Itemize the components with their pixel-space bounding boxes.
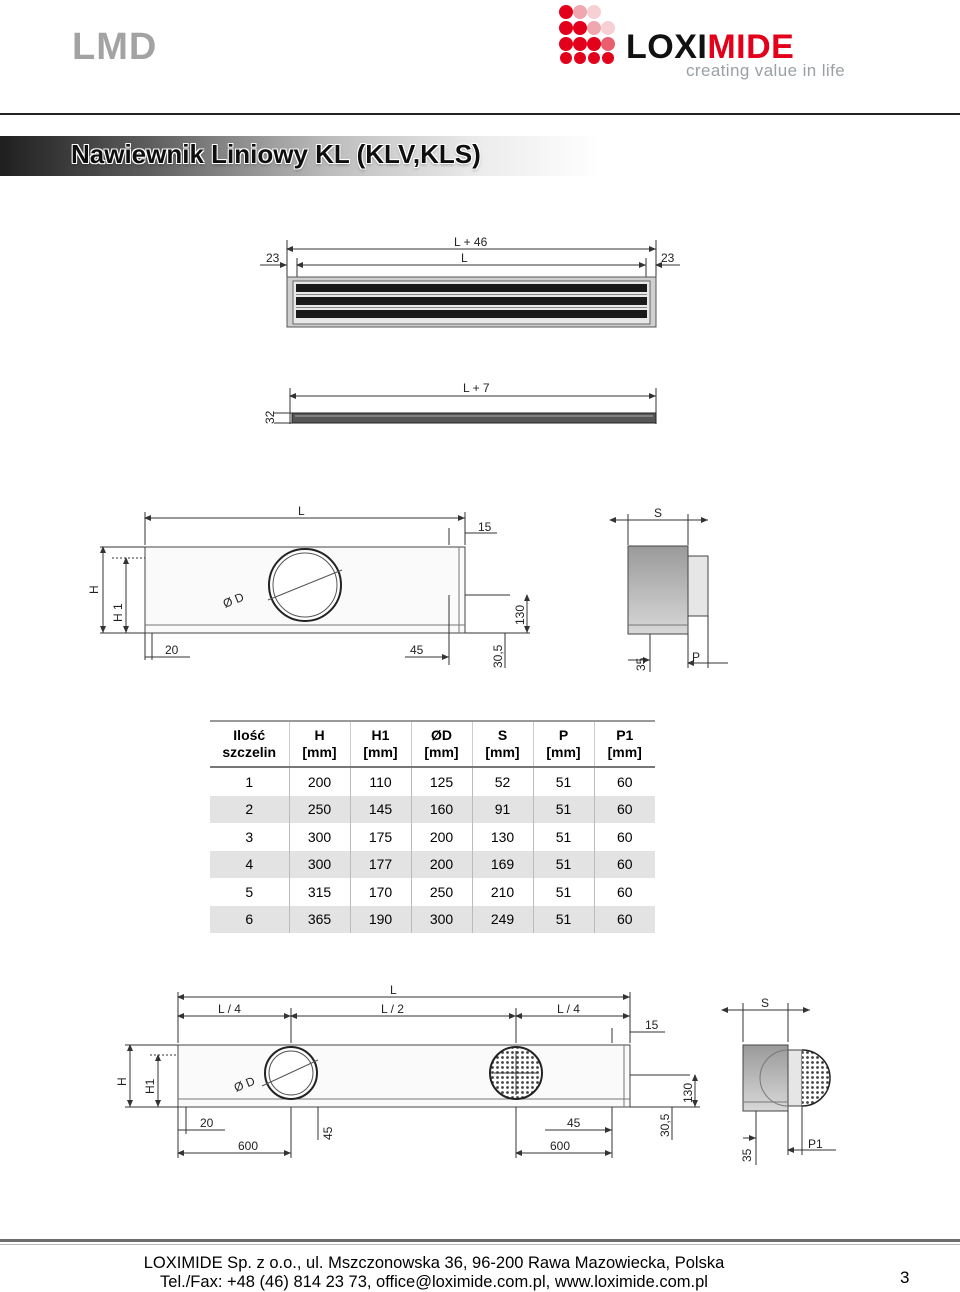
table-cell: 200 (411, 851, 472, 879)
dim-600-right: 600 (550, 1139, 571, 1153)
table-cell: 51 (533, 767, 594, 796)
dim-600-left: 600 (238, 1139, 259, 1153)
table-cell: 91 (472, 796, 533, 824)
table-cell: 51 (533, 906, 594, 934)
logo-part-mide: MIDE (707, 28, 795, 66)
dim-l4-left: L / 4 (218, 1002, 241, 1016)
col-header-p1: P1 [mm] (594, 721, 655, 767)
table-cell: 60 (594, 767, 655, 796)
dim-l4-right: L / 4 (557, 1002, 580, 1016)
dim-s-single: S (654, 506, 663, 520)
table-cell: 52 (472, 767, 533, 796)
dim-l-plus-46: L + 46 (454, 235, 488, 249)
dim-od-double: Ø D (231, 1073, 257, 1095)
dim-130-double: 130 (681, 1082, 695, 1103)
table-cell: 2 (210, 796, 289, 824)
table-cell: 60 (594, 796, 655, 824)
table-cell: 1 (210, 767, 289, 796)
table-cell: 200 (289, 767, 350, 796)
table-cell: 300 (411, 906, 472, 934)
front-view-drawing (260, 240, 680, 327)
table-cell: 60 (594, 823, 655, 851)
page-number: 3 (900, 1268, 910, 1287)
dim-p1-double: P1 (808, 1137, 823, 1151)
table-cell: 3 (210, 823, 289, 851)
dim-45-single: 45 (410, 643, 424, 657)
table-cell: 175 (350, 823, 411, 851)
dim-h1-double: H1 (143, 1078, 157, 1094)
dim-l-plus-7: L + 7 (463, 381, 490, 395)
dim-15-double: 15 (645, 1018, 659, 1032)
table-cell: 300 (289, 851, 350, 879)
table-cell: 5 (210, 878, 289, 906)
double-plenum-drawing (125, 992, 836, 1165)
lmd-brand: LMD (72, 26, 158, 68)
table-cell: 250 (289, 796, 350, 824)
table-cell: 51 (533, 851, 594, 879)
dimensions-table (210, 720, 655, 933)
table-cell: 60 (594, 851, 655, 879)
dim-s-double: S (761, 996, 770, 1010)
dim-30-5-single: 30,5 (491, 644, 505, 668)
tagline: creating value in life (686, 61, 846, 80)
dim-h1-single: H 1 (111, 603, 125, 622)
table-cell: 51 (533, 796, 594, 824)
footer-line-company: LOXIMIDE Sp. z o.o., ul. Mszczonowska 36, 96-200 Rawa Mazowiecka, Polska (143, 1254, 725, 1272)
table-cell: 249 (472, 906, 533, 934)
col-header-s: S [mm] (472, 721, 533, 767)
dim-p-single: P (692, 650, 701, 664)
table-cell: 125 (411, 767, 472, 796)
table-row (210, 878, 655, 906)
table-cell: 315 (289, 878, 350, 906)
table-cell: 169 (472, 851, 533, 879)
col-header-count: Ilość szczelin (222, 727, 277, 760)
table-cell: 6 (210, 906, 289, 934)
table-cell: 110 (350, 767, 411, 796)
dim-20-single: 20 (165, 643, 179, 657)
table-cell: 170 (350, 878, 411, 906)
dim-l2: L / 2 (381, 1002, 404, 1016)
table-cell: 250 (411, 878, 472, 906)
col-header-od: ØD [mm] (411, 721, 472, 767)
table-row (210, 796, 655, 824)
dim-h-single: H (87, 585, 101, 594)
col-header-p: P [mm] (533, 721, 594, 767)
dim-l-top: L (461, 251, 468, 265)
dim-45-left: 45 (321, 1126, 335, 1140)
footer-divider (0, 1239, 960, 1242)
dim-35-single: 35 (634, 657, 648, 671)
table-cell: 4 (210, 851, 289, 879)
table-row (210, 906, 655, 934)
table-row (210, 823, 655, 851)
table-cell: 190 (350, 906, 411, 934)
table-cell: 200 (411, 823, 472, 851)
table-cell: 300 (289, 823, 350, 851)
table-header-row (210, 721, 655, 767)
table-cell: 60 (594, 906, 655, 934)
dim-15-single: 15 (478, 520, 492, 534)
dim-23-right: 23 (661, 251, 675, 265)
table-cell: 60 (594, 878, 655, 906)
footer-address (0, 1254, 868, 1292)
dim-30-5-double: 30,5 (658, 1113, 672, 1137)
col-header-h1: H1 [mm] (350, 721, 411, 767)
dim-l-double: L (390, 983, 397, 997)
dim-h-double: H (115, 1077, 129, 1086)
footer-line-contact: Tel./Fax: +48 (46) 814 23 73, office@loximide.com.pl, www.loximide.com.pl (160, 1273, 708, 1291)
dim-130-single: 130 (513, 604, 527, 625)
table-row (210, 767, 655, 796)
table-cell: 145 (350, 796, 411, 824)
dim-45-right: 45 (567, 1116, 581, 1130)
footer-divider-thin (0, 1244, 960, 1245)
logo-part-loxi: LOXI (626, 28, 708, 66)
table-row (210, 851, 655, 879)
dim-32: 32 (263, 410, 277, 424)
table-cell: 51 (533, 878, 594, 906)
dim-l-single: L (298, 504, 305, 518)
table-cell: 130 (472, 823, 533, 851)
page-title: Nawiewnik Liniowy KL (KLV,KLS) (71, 139, 481, 169)
dim-23-left: 23 (266, 251, 280, 265)
table-cell: 160 (411, 796, 472, 824)
dim-35-double: 35 (740, 1148, 754, 1162)
table-cell: 177 (350, 851, 411, 879)
table-cell: 210 (472, 878, 533, 906)
col-header-h: H [mm] (289, 721, 350, 767)
dim-od-single: Ø D (220, 589, 246, 611)
table-cell: 51 (533, 823, 594, 851)
table-cell: 365 (289, 906, 350, 934)
dim-20-double: 20 (200, 1116, 214, 1130)
